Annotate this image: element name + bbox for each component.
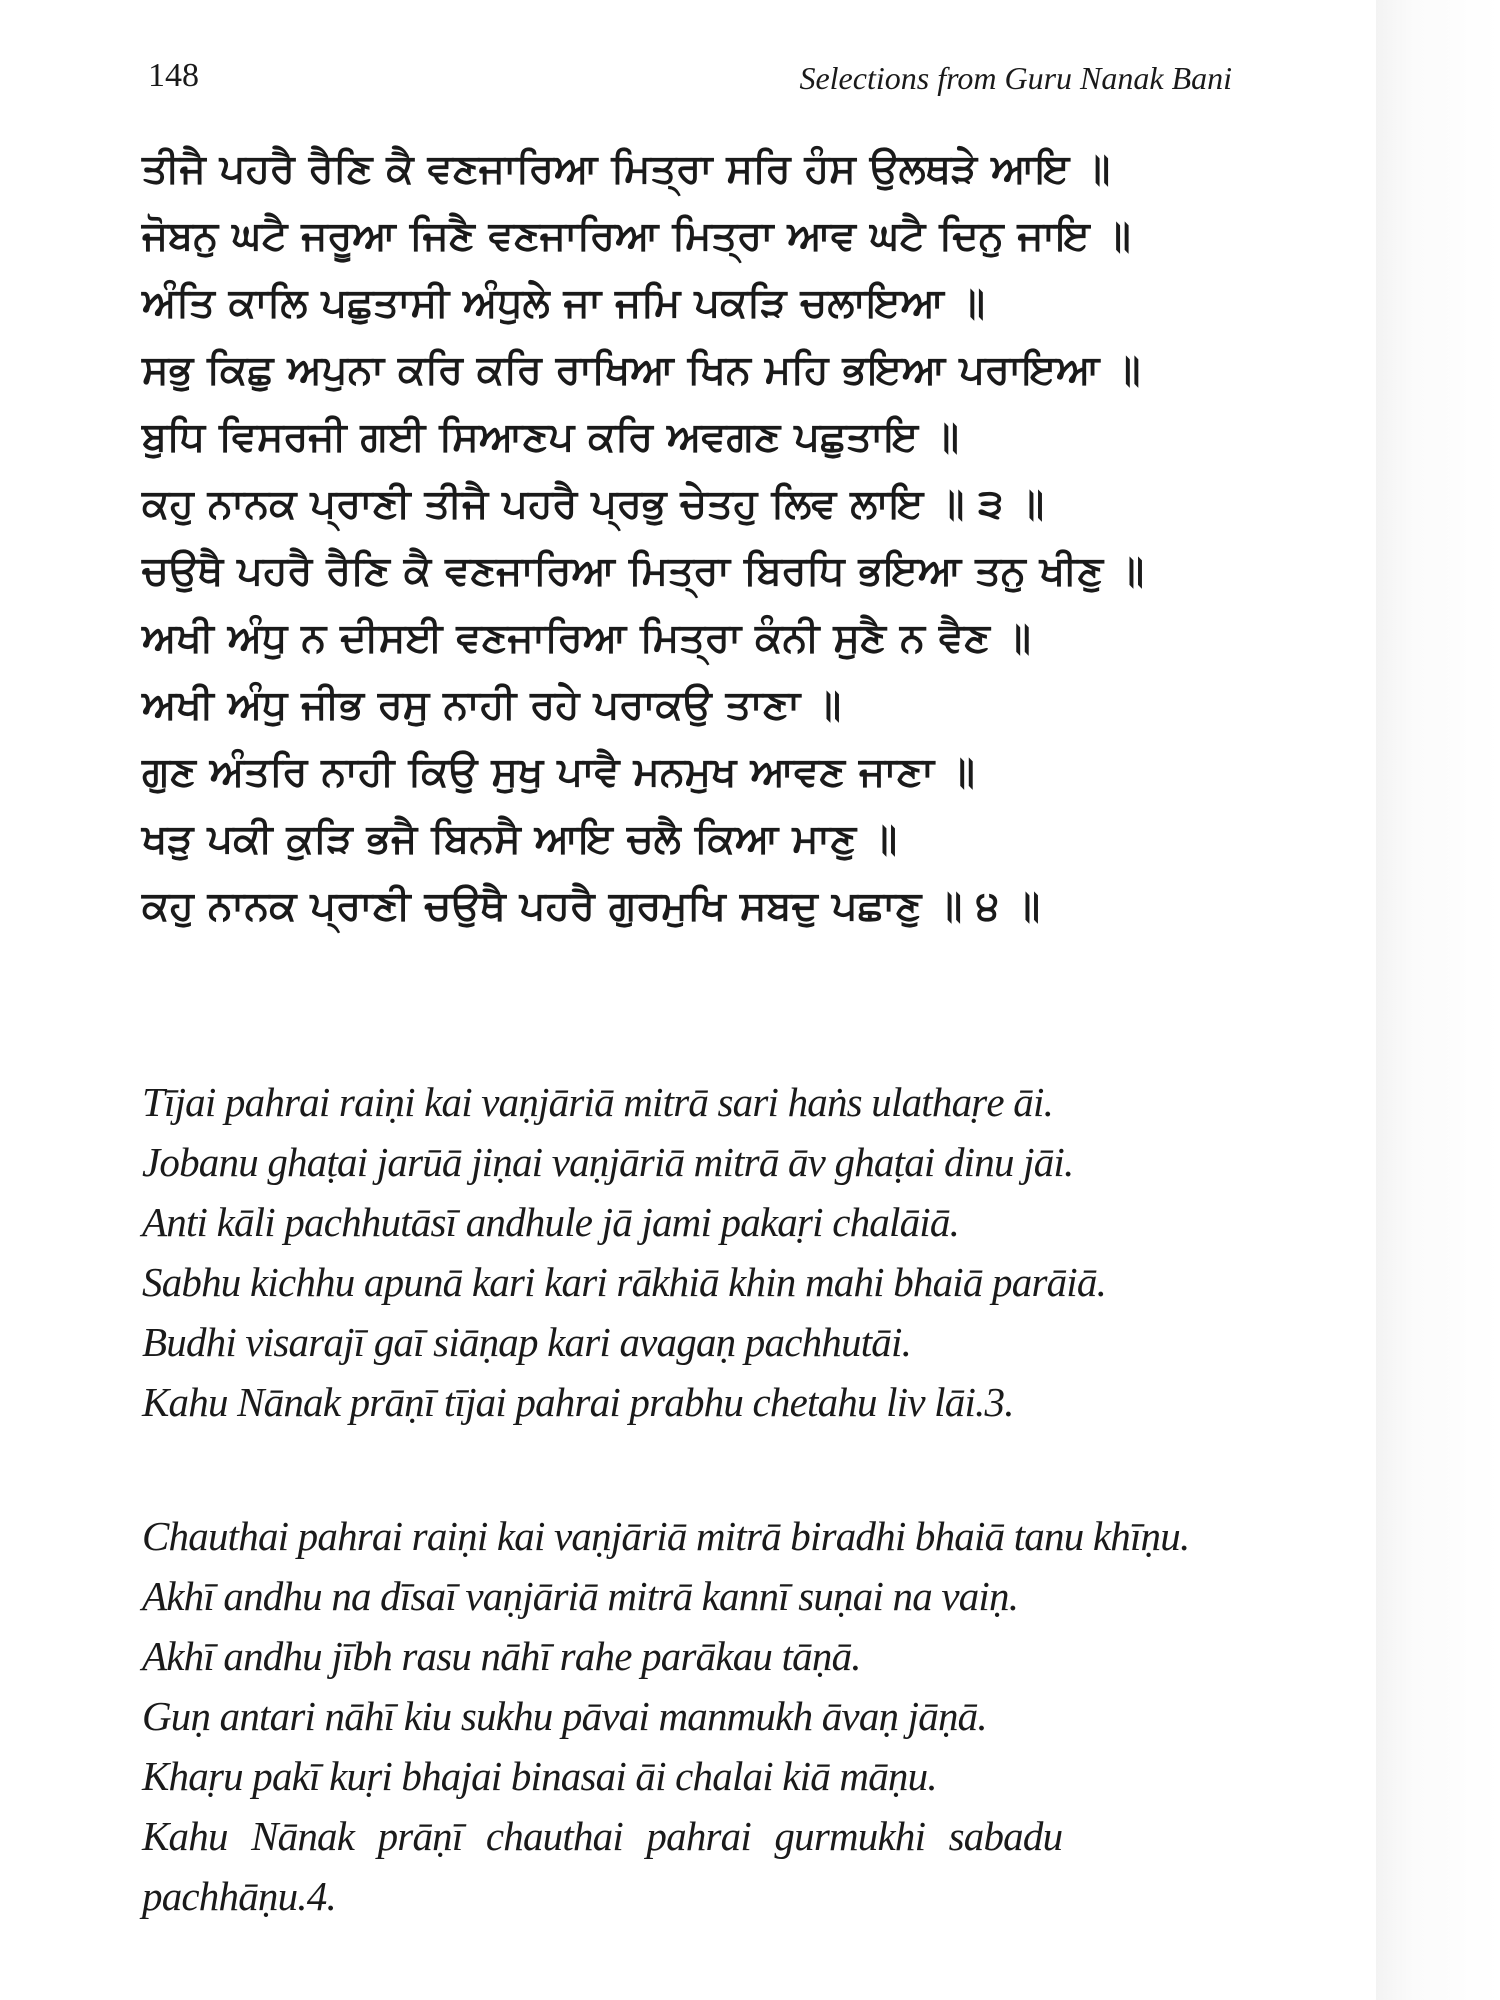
gurmukhi-line: ਗੁਣ ਅੰਤਰਿ ਨਾਹੀ ਕਿਉ ਸੁਖੁ ਪਾਵੈ ਮਨਮੁਖ ਆਵਣ ਜਾਣਾ ॥ [142, 749, 975, 795]
transliteration-line: Anti kāli pachhutāsī andhule jā jami pakaṛi chalāiā. [142, 1199, 960, 1245]
transliteration-line: Akhī andhu na dīsaī vaṇjāriā mitrā kannī suṇai na vaiṇ. [142, 1573, 1019, 1619]
transliteration-line: pachhāṇu.4. [142, 1873, 336, 1919]
gurmukhi-line: ਚਉਥੈ ਪਹਰੈ ਰੈਣਿ ਕੈ ਵਣਜਾਰਿਆ ਮਿਤ੍ਰਾ ਬਿਰਧਿ ਭਇਆ ਤਨੁ ਖੀਣੁ ॥ [142, 548, 1145, 594]
transliteration-line: Khaṛu pakī kuṛi bhajai binasai āi chalai kiā māṇu. [142, 1753, 937, 1799]
gurmukhi-verse [142, 136, 1362, 940]
gurmukhi-line: ਸਭੁ ਕਿਛੁ ਅਪੁਨਾ ਕਰਿ ਕਰਿ ਰਾਖਿਆ ਖਿਨ ਮਹਿ ਭਇਆ ਪਰਾਇਆ ॥ [142, 347, 1141, 393]
running-title: Selections from Guru Nanak Bani [799, 60, 1232, 96]
gurmukhi-line: ਅਖੀ ਅੰਧੁ ਨ ਦੀਸਈ ਵਣਜਾਰਿਆ ਮਿਤ੍ਰਾ ਕੰਨੀ ਸੁਣੈ ਨ ਵੈਣ ॥ [142, 615, 1031, 661]
transliteration-line: Budhi visarajī gaī siāṇap kari avagaṇ pachhutāi. [142, 1319, 912, 1365]
transliteration-line: Chauthai pahrai raiṇi kai vaṇjāriā mitrā biradhi bhaiā tanu khīṇu. [142, 1513, 1190, 1559]
gurmukhi-line: ਕਹੁ ਨਾਨਕ ਪ੍ਰਾਣੀ ਤੀਜੈ ਪਹਰੈ ਪ੍ਰਭੁ ਚੇਤਹੁ ਲਿਵ ਲਾਇ ॥ ੩ ॥ [142, 481, 1045, 527]
transliteration-stanza-3 [142, 1072, 1342, 1432]
transliteration-line: Akhī andhu jībh rasu nāhī rahe parākau tāṇā. [142, 1633, 861, 1679]
gurmukhi-line: ਕਹੁ ਨਾਨਕ ਪ੍ਰਾਣੀ ਚਉਥੈ ਪਹਰੈ ਗੁਰਮੁਖਿ ਸਬਦੁ ਪਛਾਣੁ ॥ ੪ ॥ [142, 883, 1041, 929]
gurmukhi-line: ਜੋਬਨੁ ਘਟੈ ਜਰੂਆ ਜਿਣੈ ਵਣਜਾਰਿਆ ਮਿਤ੍ਰਾ ਆਵ ਘਟੈ ਦਿਨੁ ਜਾਇ ॥ [142, 213, 1131, 259]
gurmukhi-line: ਬੁਧਿ ਵਿਸਰਜੀ ਗਈ ਸਿਆਣਪ ਕਰਿ ਅਵਗਣ ਪਛੁਤਾਇ ॥ [142, 414, 959, 460]
transliteration-line: Sabhu kichhu apunā kari kari rākhiā khin mahi bhaiā parāiā. [142, 1259, 1107, 1305]
transliteration-line: Guṇ antari nāhī kiu sukhu pāvai manmukh āvaṇ jāṇā. [142, 1693, 987, 1739]
page-number: 148 [148, 57, 199, 94]
gurmukhi-line: ਖੜੁ ਪਕੀ ਕੁੜਿ ਭਜੈ ਬਿਨਸੈ ਆਇ ਚਲੈ ਕਿਆ ਮਾਣੁ ॥ [142, 816, 898, 862]
transliteration-line: Jobanu ghaṭai jarūā jiṇai vaṇjāriā mitrā āv ghaṭai dinu jāi. [142, 1139, 1074, 1185]
page-edge-shadow [1376, 0, 1500, 2000]
gurmukhi-line: ਅੰਤਿ ਕਾਲਿ ਪਛੁਤਾਸੀ ਅੰਧੁਲੇ ਜਾ ਜਮਿ ਪਕੜਿ ਚਲਾਇਆ ॥ [142, 280, 985, 326]
transliteration-stanza-4 [142, 1506, 1342, 1926]
gurmukhi-line: ਅਖੀ ਅੰਧੁ ਜੀਭ ਰਸੁ ਨਾਹੀ ਰਹੇ ਪਰਾਕਉ ਤਾਣਾ ॥ [142, 682, 842, 728]
gurmukhi-line: ਤੀਜੈ ਪਹਰੈ ਰੈਣਿ ਕੈ ਵਣਜਾਰਿਆ ਮਿਤ੍ਰਾ ਸਰਿ ਹੰਸ ਉਲਥੜੇ ਆਇ ॥ [142, 146, 1111, 192]
transliteration-line: Kahu Nānak prāṇī chauthai pahrai gurmukhi sabadu [142, 1813, 1063, 1859]
transliteration-line: Kahu Nānak prāṇī tījai pahrai prabhu chetahu liv lāi.3. [142, 1379, 1014, 1425]
transliteration-line: Tījai pahrai raiṇi kai vaṇjāriā mitrā sari haṅs ulathaṛe āi. [142, 1079, 1054, 1125]
